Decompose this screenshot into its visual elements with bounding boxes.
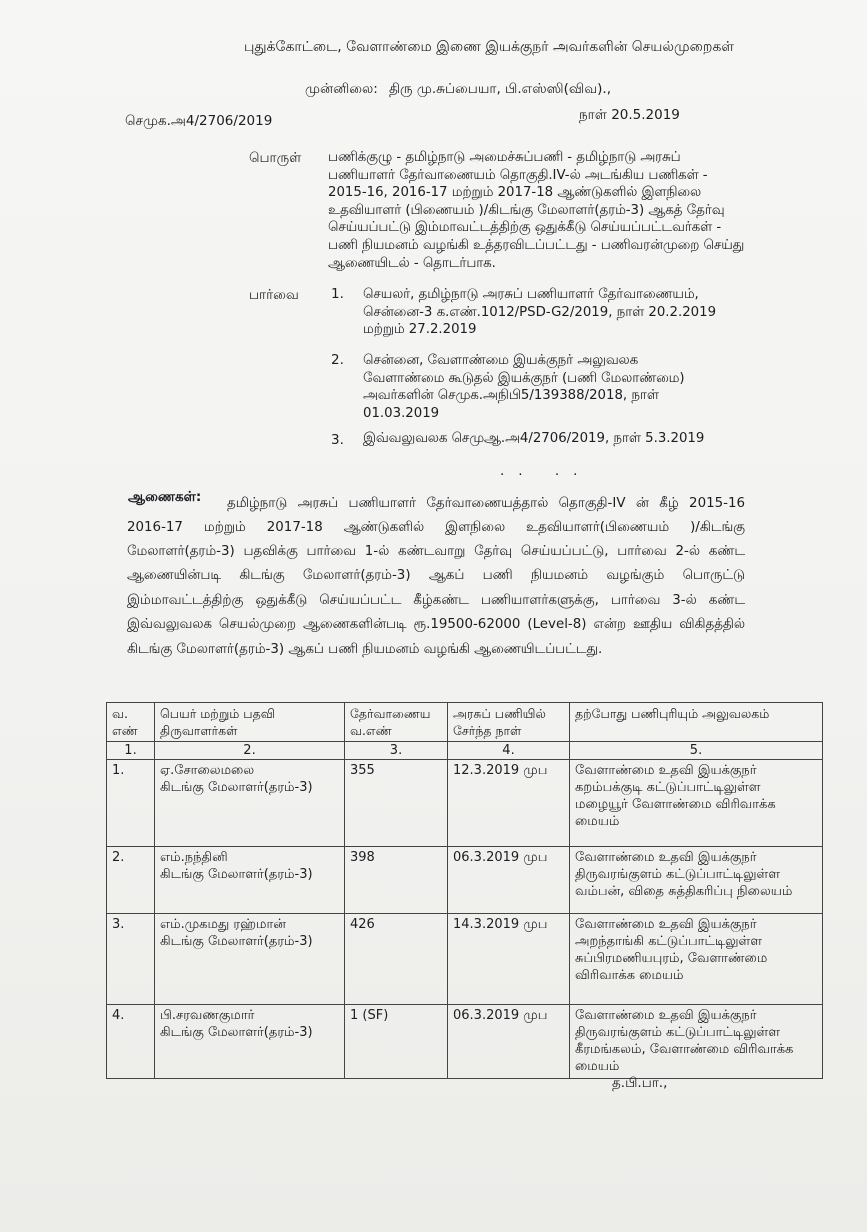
table-row bbox=[107, 847, 823, 914]
table-row bbox=[107, 914, 823, 1005]
body-line: இவ்வலுவலக செயல்முறை ஆணைகளின்படி ரூ.19500-62000 (Level-8) என்ற ஊதிய விகிதத்தில் bbox=[127, 617, 745, 632]
reference-item-1 bbox=[363, 286, 716, 339]
column-number: 3. bbox=[345, 742, 448, 760]
tnpsc-cell: 426 bbox=[345, 914, 448, 1005]
continued-overleaf: த.பி.பா., bbox=[612, 1075, 668, 1091]
references-label: பார்வை bbox=[249, 287, 299, 303]
column-number: 5. bbox=[570, 742, 823, 760]
body-line: கிடங்கு மேலாளர்(தரம்-3) ஆகப் பணி நியமனம் வழங்கி ஆணையிடப்பட்டது. bbox=[127, 642, 603, 657]
serial-cell: 3. bbox=[107, 914, 155, 1005]
office-cell: வேளாண்மை உதவி இயக்குநர் அறந்தாங்கி கட்டுப்பாட்டிலுள்ள சுப்பிரமணியபுரம், வேளாண்மை விரிவாக்க மையம் bbox=[570, 914, 823, 1005]
reference-item-2 bbox=[363, 352, 685, 422]
column-number: 4. bbox=[448, 742, 570, 760]
document-header: புதுக்கோட்டை, வேளாண்மை இணை இயக்குநர் அவர்களின் செயல்முறைகள் bbox=[244, 39, 734, 55]
reference-line: சென்னை-3 க.எண்.1012/PSD-G2/2019, நாள் 20.2.2019 bbox=[363, 304, 717, 320]
table-header-row bbox=[107, 703, 823, 742]
header-tnpsc: தேர்வாணைய வ.எண் bbox=[345, 703, 448, 742]
office-cell: வேளாண்மை உதவி இயக்குநர் கறம்பக்குடி கட்டுப்பாட்டிலுள்ள மழையூர் வேளாண்மை விரிவாக்க மையம் bbox=[570, 760, 823, 847]
office-cell: வேளாண்மை உதவி இயக்குநர் திருவரங்குளம் கட்டுப்பாட்டிலுள்ள கீரமங்கலம், வேளாண்மை விரிவாக்க மையம் bbox=[570, 1005, 823, 1079]
separator-dots: .. .. bbox=[500, 463, 592, 479]
presence-label: முன்னிலை: bbox=[305, 81, 378, 97]
serial-cell: 2. bbox=[107, 847, 155, 914]
date-cell: 12.3.2019 முப bbox=[448, 760, 570, 847]
reference-line: வேளாண்மை கூடுதல் இயக்குநர் (பணி மேலாண்மை) bbox=[363, 370, 685, 386]
column-number: 1. bbox=[107, 742, 155, 760]
tnpsc-cell: 398 bbox=[345, 847, 448, 914]
reference-line: சென்னை, வேளாண்மை இயக்குநர் அலுவலக bbox=[363, 353, 639, 368]
table-row bbox=[107, 760, 823, 847]
tnpsc-cell: 355 bbox=[345, 760, 448, 847]
date-cell: 06.3.2019 முப bbox=[448, 1005, 570, 1079]
header-name: பெயர் மற்றும் பதவி திருவாளர்கள் bbox=[155, 703, 345, 742]
subject-line: உதவியாளர் (பிணையம் )/கிடங்கு மேலாளர்(தரம்-3) ஆகத் தேர்வு bbox=[328, 202, 725, 218]
header-office: தற்போது பணிபுரியும் அலுவலகம் bbox=[570, 703, 823, 742]
reference-number-2: 2. bbox=[331, 352, 344, 368]
column-number-row bbox=[107, 742, 823, 760]
tnpsc-cell: 1 (SF) bbox=[345, 1005, 448, 1079]
reference-line: 01.03.2019 bbox=[363, 405, 440, 421]
reference-line: மற்றும் 27.2.2019 bbox=[363, 322, 477, 338]
reference-number-3: 3. bbox=[331, 432, 344, 448]
appointees-table bbox=[106, 702, 823, 1079]
body-line: தமிழ்நாடு அரசுப் பணியாளர் தேர்வாணையத்தால் தொகுதி-IV ன் கீழ் 2015-16 bbox=[227, 496, 745, 511]
reference-number: செமுக.அ4/2706/2019 bbox=[125, 113, 273, 129]
reference-line: செயலர், தமிழ்நாடு அரசுப் பணியாளர் தேர்வாணையம், bbox=[363, 287, 699, 302]
serial-cell: 4. bbox=[107, 1005, 155, 1079]
header-serial: வ. எண் bbox=[107, 703, 155, 742]
date-cell: 06.3.2019 முப bbox=[448, 847, 570, 914]
name-cell: எம்.முகமது ரஹ்மான் கிடங்கு மேலாளர்(தரம்-3) bbox=[155, 914, 345, 1005]
name-cell: பி.சரவணகுமார் கிடங்கு மேலாளர்(தரம்-3) bbox=[155, 1005, 345, 1079]
date-cell: 14.3.2019 முப bbox=[448, 914, 570, 1005]
document-date: நாள் 20.5.2019 bbox=[579, 107, 680, 123]
body-line: இம்மாவட்டத்திற்கு ஒதுக்கீடு செய்யப்பட்ட கீழ்கண்ட பணியாளர்களுக்கு, பார்வை 3-ல் கண்ட bbox=[127, 593, 745, 608]
subject-line: பணியாளர் தேர்வாணையம் தொகுதி.IV-ல் அடங்கிய பணிகள் - bbox=[328, 167, 708, 183]
subject-line: செய்யப்பட்டு இம்மாவட்டத்திற்கு ஒதுக்கீடு செய்யப்பட்டவர்கள் - bbox=[328, 220, 722, 236]
reference-item-3 bbox=[363, 430, 704, 448]
name-cell: எம்.நந்தினி கிடங்கு மேலாளர்(தரம்-3) bbox=[155, 847, 345, 914]
reference-number-1: 1. bbox=[331, 286, 344, 302]
orders-label: ஆணைகள்: bbox=[128, 489, 202, 505]
subject-line: ஆணையிடல் - தொடர்பாக. bbox=[328, 255, 496, 271]
body-line: 2016-17 மற்றும் 2017-18 ஆண்டுகளில் இளநிலை உதவியாளர்(பிணையம் )/கிடங்கு bbox=[127, 520, 745, 535]
subject-line: பணி நியமனம் வழங்கி உத்தரவிடப்பட்டது - பணிவரன்முறை செய்து bbox=[328, 237, 745, 253]
name-cell: ஏ.சோலைமலை கிடங்கு மேலாளர்(தரம்-3) bbox=[155, 760, 345, 847]
subject-line: பணிக்குழு - தமிழ்நாடு அமைச்சுப்பணி - தமிழ்நாடு அரசுப் bbox=[328, 150, 681, 165]
subject-line: 2015-16, 2016-17 மற்றும் 2017-18 ஆண்டுகளில் இளநிலை bbox=[328, 185, 702, 201]
header-join-date: அரசுப் பணியில் சேர்ந்த நாள் bbox=[448, 703, 570, 742]
subject-text bbox=[328, 149, 753, 272]
body-line: ஆணையின்படி கிடங்கு மேலாளர்(தரம்-3) ஆகப் பணி நியமனம் வழங்கும் பொருட்டு bbox=[127, 568, 745, 583]
table-row bbox=[107, 1005, 823, 1079]
presence-name: திரு மு.சுப்பையா, பி.எஸ்ஸி(விவ)., bbox=[389, 81, 611, 97]
subject-label: பொருள் bbox=[249, 150, 302, 166]
office-cell: வேளாண்மை உதவி இயக்குநர் திருவரங்குளம் கட்டுப்பாட்டிலுள்ள வம்பன், விதை சுத்திகரிப்பு நிலையம் bbox=[570, 847, 823, 914]
column-number: 2. bbox=[155, 742, 345, 760]
reference-line: அவர்களின் செமுக.அநிபி5/139388/2018, நாள் bbox=[363, 388, 659, 404]
serial-cell: 1. bbox=[107, 760, 155, 847]
reference-line: இவ்வலுவலக செமுஆ.அ4/2706/2019, நாள் 5.3.2019 bbox=[363, 431, 705, 446]
body-line: மேலாளர்(தரம்-3) பதவிக்கு பார்வை 1-ல் கண்டவாறு தேர்வு செய்யப்பட்டு, பார்வை 2-ல் கண்ட bbox=[127, 544, 745, 559]
